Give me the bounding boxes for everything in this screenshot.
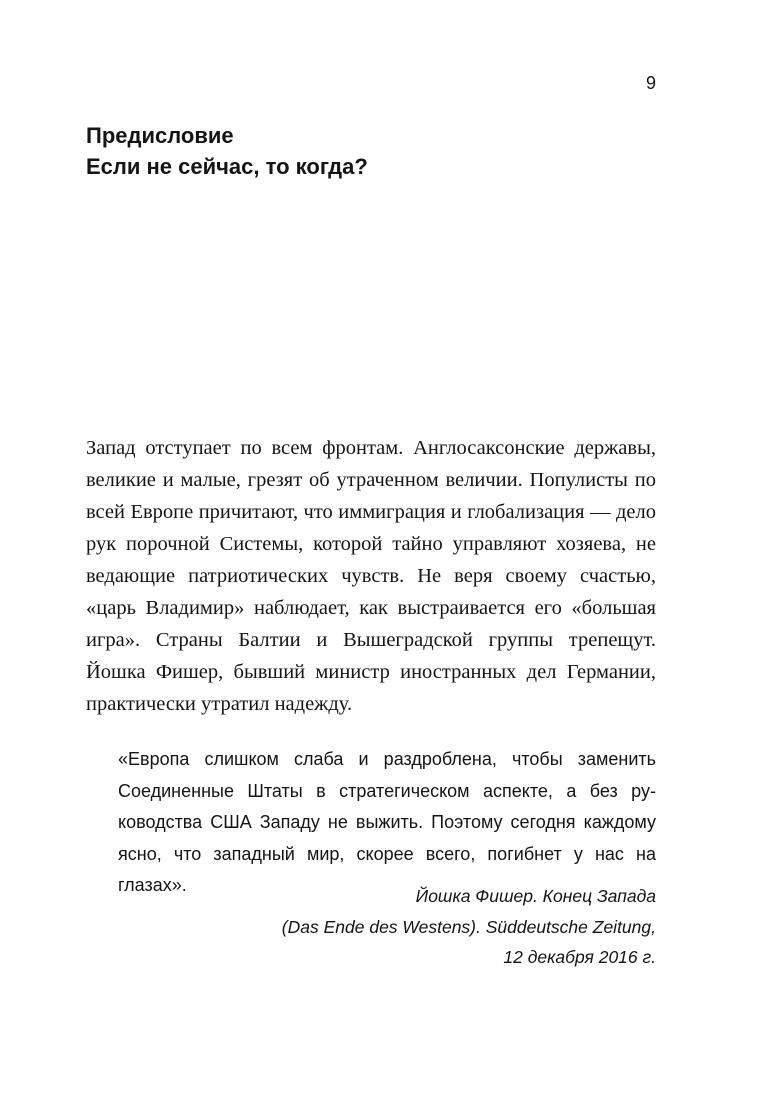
body-paragraph: Запад отступает по всем фронтам. Англосаксонские державы, великие и малые, грезят об утраченном величии. Популисты по всей Европе причитают, что иммиграция и глобализация — дело рук порочной Системы, которой тайно управляют хозяева, не ведающие патриотических чувств. Не веря своему счастью, «царь Владимир» наблюдает, как выстраивается его «большая игра». Страны Балтии и Вышеградской группы трепещут. Йошка Фишер, бывший министр иностранных дел Германии, практически утратил надежду. bbox=[86, 437, 656, 715]
heading-line-1: Предисловие bbox=[86, 123, 234, 148]
chapter-heading bbox=[86, 120, 666, 182]
epigraph-citation bbox=[206, 881, 656, 973]
epigraph-quote: «Европа слишком слаба и раздроблена, чтобы заменить Соединенные Штаты в стратегическом аспекте, а без руководства США Западу не выжить. Поэтому сегодня каждому ясно, что западный мир, скорее всего, погибнет у нас на глазах». bbox=[118, 749, 656, 895]
page-number: 9 bbox=[645, 73, 656, 93]
citation-line-1: Йошка Фишер. Конец Запада bbox=[415, 886, 656, 906]
citation-line-3: 12 декабря 2016 г. bbox=[503, 947, 656, 967]
heading-line-2: Если не сейчас, то когда? bbox=[86, 154, 368, 179]
citation-line-2: (Das Ende des Westens). Süddeutsche Zeitung, bbox=[281, 916, 656, 937]
